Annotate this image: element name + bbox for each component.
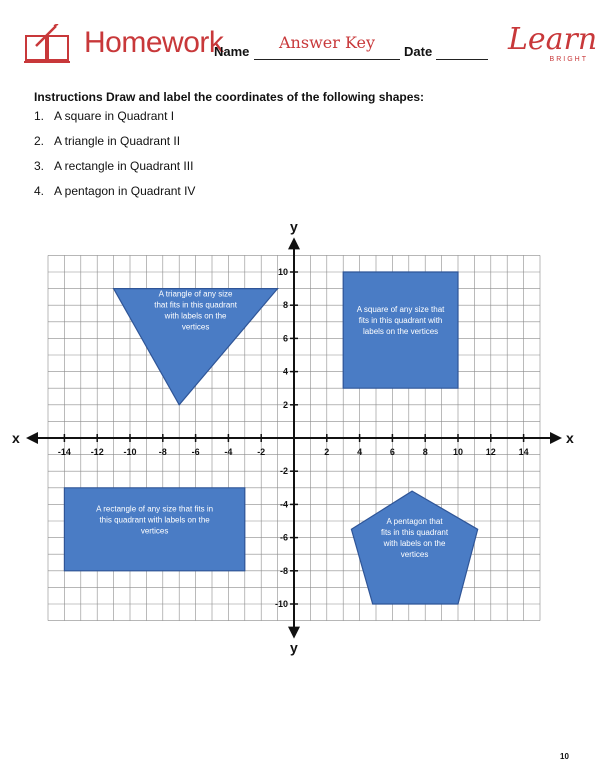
arrow-down-icon <box>288 627 300 639</box>
instructions-text: Instructions Draw and label the coordinates of the following shapes: <box>34 90 425 104</box>
pentagon-label: A pentagon that <box>386 517 443 527</box>
arrow-left-icon <box>26 432 38 444</box>
list-item: 3. A rectangle in Quadrant III <box>34 159 194 173</box>
pentagon-label: vertices <box>400 550 429 560</box>
arrow-right-icon <box>550 432 562 444</box>
arrow-up-icon <box>288 237 300 249</box>
tick-label: -4 <box>224 447 233 457</box>
tick-label: 2 <box>282 399 288 410</box>
tick-label: -10 <box>123 447 137 457</box>
y-axis-label-bottom: y <box>290 639 298 656</box>
task-list <box>34 104 195 204</box>
name-label: Name <box>214 44 250 59</box>
homework-title: Homework <box>84 26 224 59</box>
tick-label: 6 <box>389 447 395 457</box>
x-axis-label-right: x <box>566 430 574 446</box>
coordinate-plane[interactable] <box>0 210 600 660</box>
triangle-label: that fits in this quadrant <box>154 300 237 310</box>
tick-label: 10 <box>452 447 464 457</box>
list-item: 2. A triangle in Quadrant II <box>34 134 181 148</box>
tick-label: -6 <box>191 447 200 457</box>
pentagon-label: with labels on the <box>383 539 446 549</box>
square-label: A square of any size that <box>356 305 445 315</box>
list-item: 4. A pentagon in Quadrant IV <box>34 184 196 198</box>
list-item: 1. A square in Quadrant I <box>34 109 175 123</box>
tick-label: 4 <box>357 447 363 457</box>
tick-label: -14 <box>57 447 71 457</box>
page-number: 10 <box>560 752 569 761</box>
rectangle-label: vertices <box>140 526 169 536</box>
tick-label: -2 <box>279 466 288 477</box>
brand-subtitle: BRIGHT <box>549 56 588 63</box>
date-field[interactable] <box>436 59 488 60</box>
worksheet-header <box>0 0 600 80</box>
tick-label: 6 <box>282 333 288 344</box>
triangle-label: vertices <box>181 322 210 332</box>
tick-label: 12 <box>485 447 496 457</box>
x-axis-label-left: x <box>12 430 20 446</box>
tick-label: -10 <box>274 599 288 609</box>
tick-label: 10 <box>277 267 288 277</box>
date-label: Date <box>404 44 433 59</box>
tick-label: 8 <box>422 447 428 457</box>
brand-logo: Learn <box>508 22 598 57</box>
tick-label: 14 <box>518 447 529 457</box>
triangle-label: A triangle of any size <box>158 289 233 299</box>
rectangle-label: A rectangle of any size that fits in <box>96 504 214 514</box>
square-label: labels on the vertices <box>363 327 439 337</box>
name-field[interactable]: Answer Key <box>279 33 375 52</box>
tick-label: -12 <box>90 447 104 457</box>
name-line <box>254 59 400 60</box>
triangle-label: with labels on the <box>164 311 227 321</box>
tick-label: -4 <box>279 499 288 510</box>
tick-label: -8 <box>158 447 167 457</box>
pentagon-label: fits in this quadrant <box>380 528 449 538</box>
open-book-pencil-icon <box>22 24 72 64</box>
y-axis-label-top: y <box>290 218 298 235</box>
tick-label: -2 <box>257 447 266 457</box>
square-label: fits in this quadrant with <box>358 316 443 326</box>
tick-label: 2 <box>324 447 330 457</box>
tick-label: 8 <box>282 300 288 311</box>
tick-label: 4 <box>282 366 288 377</box>
tick-label: -6 <box>279 532 288 543</box>
rectangle-label: this quadrant with labels on the <box>99 515 210 525</box>
tick-label: -8 <box>279 565 288 576</box>
